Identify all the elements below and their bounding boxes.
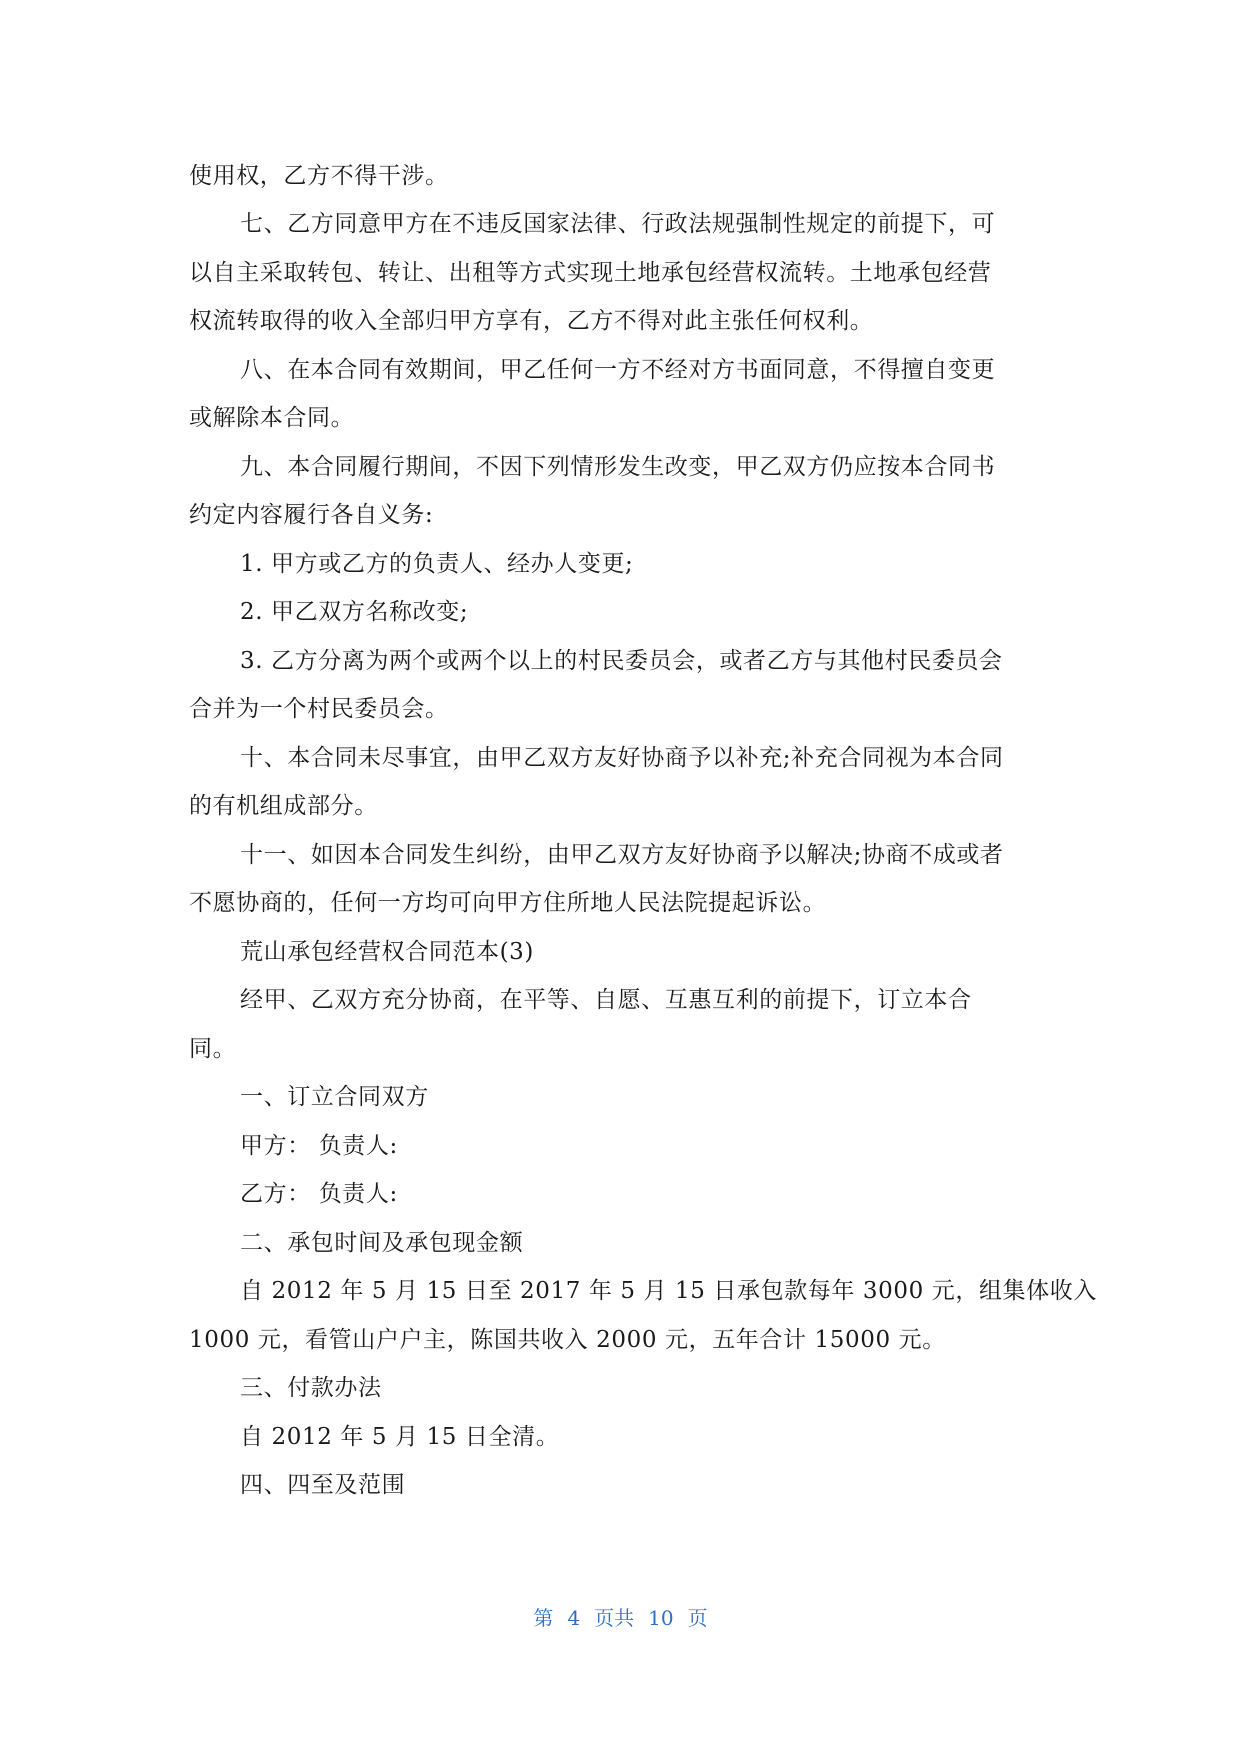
text-line: 自 2012 年 5 月 15 日全清。 — [240, 1424, 560, 1450]
text-line: 1000 元，看管山户户主，陈国共收入 2000 元，五年合计 15000 元。 — [189, 1327, 946, 1353]
page-of-word: 页共 — [594, 1606, 635, 1630]
list-item: 3. 乙方分离为两个或两个以上的村民委员会，或者乙方与其他村民委员会 — [240, 648, 1003, 674]
text-line: 同。 — [189, 1036, 237, 1062]
text-line: 或解除本合同。 — [189, 405, 355, 431]
text-line: 合并为一个村民委员会。 — [189, 696, 449, 722]
clause-heading: 三、付款办法 — [240, 1375, 382, 1401]
text-line: 七、乙方同意甲方在不违反国家法律、行政法规强制性规定的前提下，可 — [240, 211, 996, 237]
list-item: 1. 甲方或乙方的负责人、经办人变更; — [240, 551, 634, 577]
party-line: 甲方： 负责人: — [240, 1133, 398, 1159]
clause-heading: 二、承包时间及承包现金额 — [240, 1230, 524, 1256]
text-line: 的有机组成部分。 — [189, 793, 378, 819]
text-line: 自 2012 年 5 月 15 日至 2017 年 5 月 15 日承包款每年 3000 元，组集体收入 — [240, 1278, 1097, 1304]
page-word: 第 — [533, 1606, 554, 1630]
text-line: 以自主采取转包、转让、出租等方式实现土地承包经营权流转。土地承包经营 — [189, 260, 992, 286]
text-line: 八、在本合同有效期间，甲乙任何一方不经对方书面同意，不得擅自变更 — [240, 357, 996, 383]
clause-heading: 四、四至及范围 — [240, 1472, 406, 1498]
party-line: 乙方： 负责人: — [240, 1181, 398, 1207]
text-line: 十、本合同未尽事宜，由甲乙双方友好协商予以补充;补充合同视为本合同 — [240, 745, 1004, 771]
section-title: 荒山承包经营权合同范本(3) — [240, 939, 534, 965]
text-line: 权流转取得的收入全部归甲方享有，乙方不得对此主张任何权利。 — [189, 308, 874, 334]
text-line: 经甲、乙双方充分协商，在平等、自愿、互惠互利的前提下，订立本合 — [240, 987, 972, 1013]
total-pages-number: 10 — [648, 1606, 674, 1630]
page-number-footer — [0, 1604, 1241, 1632]
list-item: 2. 甲乙双方名称改变; — [240, 599, 469, 625]
text-line: 约定内容履行各自义务: — [189, 502, 434, 528]
text-line: 不愿协商的，任何一方均可向甲方住所地人民法院提起诉讼。 — [189, 890, 827, 916]
current-page-number: 4 — [567, 1606, 581, 1630]
text-line: 九、本合同履行期间，不因下列情形发生改变，甲乙双方仍应按本合同书 — [240, 454, 996, 480]
text-line: 使用权，乙方不得干涉。 — [189, 163, 449, 189]
page-suffix-word: 页 — [687, 1606, 708, 1630]
text-line: 十一、如因本合同发生纠纷，由甲乙双方友好协商予以解决;协商不成或者 — [240, 842, 1004, 868]
clause-heading: 一、订立合同双方 — [240, 1084, 429, 1110]
